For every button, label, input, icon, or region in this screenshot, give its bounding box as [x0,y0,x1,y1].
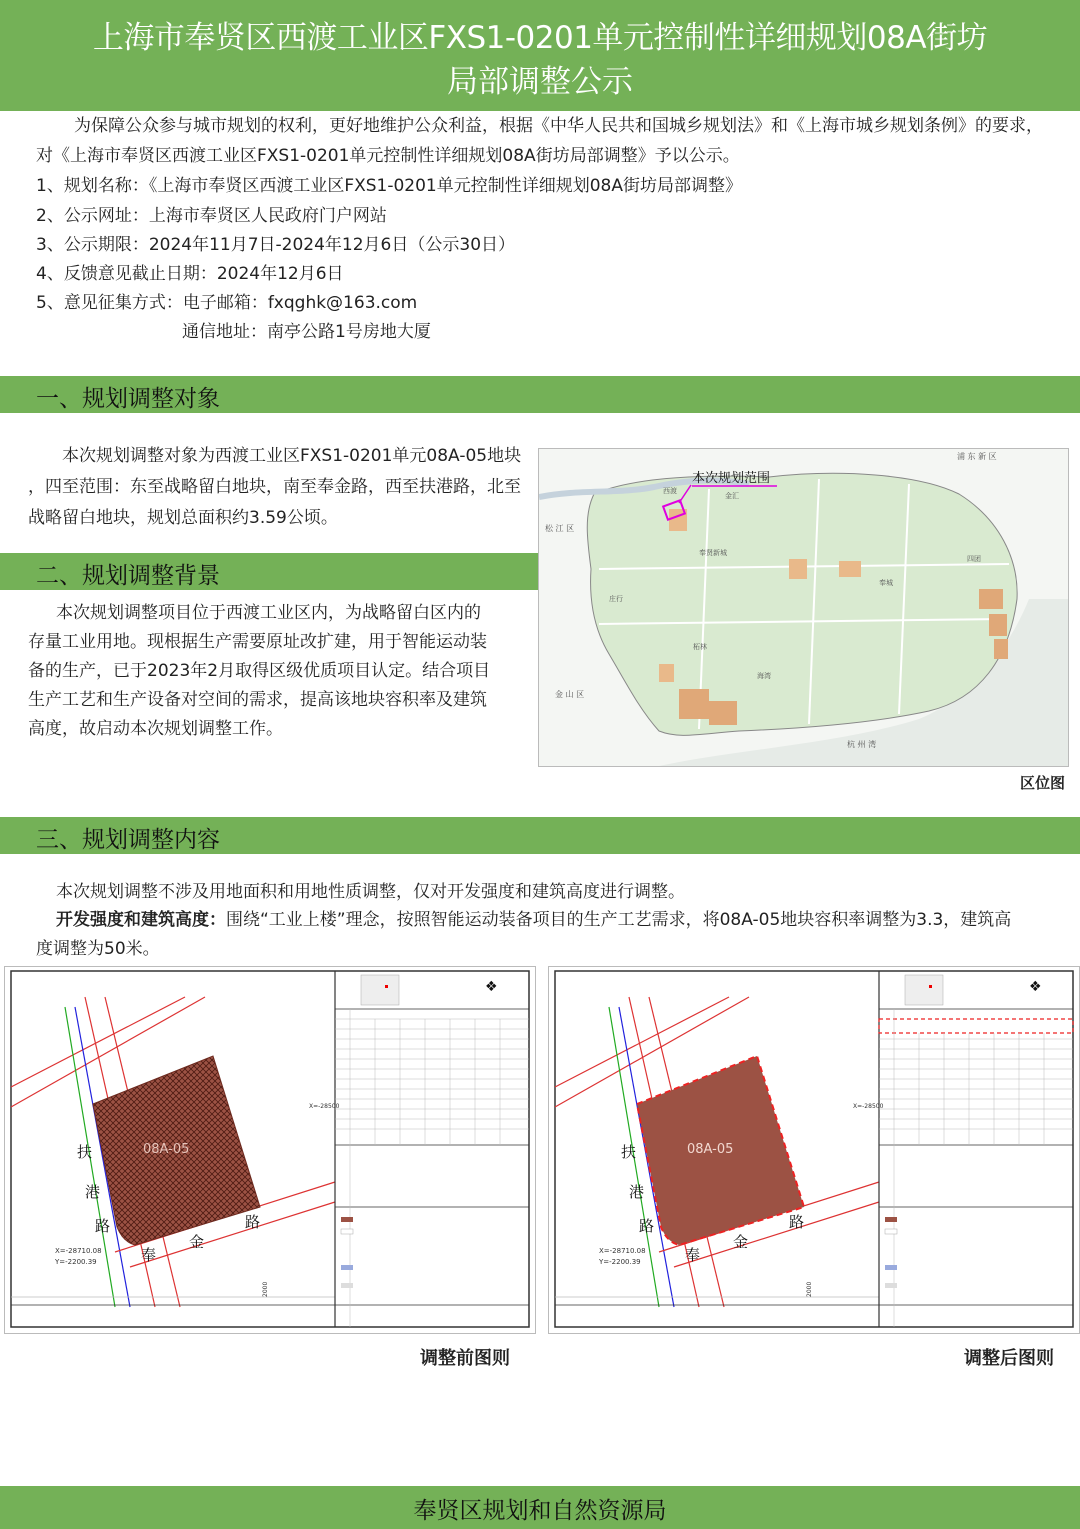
plan-before-north-icon: ❖ [485,979,498,995]
plan-after-coord-x: X=-28710.08 [599,1247,646,1255]
intro-address: 通信地址：南亭公路1号房地大厦 [182,322,431,342]
plan-after-coord-top: X=-28500 [853,1103,884,1110]
plan-before-parcel-label: 08A-05 [143,1142,190,1157]
plan-before-road-fugang-1: 扶 [77,1143,93,1161]
map-label-fengcheng: 奉城 [879,579,893,587]
section2-line1: 本次规划调整项目位于西渡工业区内，为战略留白区内的 [56,603,481,623]
page-title-line1: 上海市奉贤区西渡工业区FXS1-0201单元控制性详细规划08A街坊 [92,20,988,56]
page-header [0,0,1080,111]
section3-heading: 三、规划调整内容 [36,827,220,853]
section2-line2: 存量工业用地。现根据生产需要原址改扩建，用于智能运动装 [28,632,487,652]
plan-before-coord-y: Y=-2200.39 [55,1258,97,1266]
section2-line3: 备的生产，已于2023年2月取得区级优质项目认定。结合项目 [28,661,491,681]
map-label-jinshan: 金 山 区 [555,690,585,699]
intro-item-5: 5、意见征集方式：电子邮箱：fxqghk@163.com [36,293,418,313]
map-label-sijiu: 四团 [967,555,981,563]
plan-before-road-fengjin-2: 金 [189,1233,205,1251]
intro-item-4: 4、反馈意见截止日期：2024年12月6日 [36,264,344,284]
plan-after-road-fugang-2: 港 [629,1183,645,1201]
plan-before-road-fugang-3: 路 [95,1217,111,1235]
section2-band [0,553,538,590]
plan-after-coord-y: Y=-2200.39 [599,1258,641,1266]
map-label-zhelin: 柘林 [693,643,707,651]
map-label-hangzhou-bay: 杭 州 湾 [847,740,877,749]
map-label-zhuanqiao: 庄行 [609,595,623,603]
section2-line5: 高度，故启动本次规划调整工作。 [28,719,283,739]
plan-before-coord-x: X=-28710.08 [55,1247,102,1255]
location-map [538,448,1069,767]
section1-heading: 一、规划调整对象 [36,386,220,412]
plan-before-coord-side: 2000 [262,1281,269,1297]
section3-line2-rest: 围绕“工业上楼”理念，按照智能运动装备项目的生产工艺需求，将08A-05地块容积率调整为3.3，建筑高 [226,910,1012,930]
map-label-jinhui: 金汇 [725,492,739,500]
map-label-fengxian-newcity: 奉贤新城 [699,549,727,557]
map-label-songjiang: 松 江 区 [545,524,575,533]
map-label-pudong: 浦 东 新 区 [957,452,997,461]
section3-line1: 本次规划调整不涉及用地面积和用地性质调整，仅对开发强度和建筑高度进行调整。 [56,882,685,902]
section3-band [0,817,1080,854]
page-title-line2: 局部调整公示 [447,64,633,100]
section1-line3: 战略留白地块，规划总面积约3.59公顷。 [28,508,338,528]
section1-band [0,376,1080,413]
section3-line2 [56,906,1011,935]
map-range-label: 本次规划范围 [692,471,771,486]
footer-authority: 奉贤区规划和自然资源局 [413,1498,667,1524]
plan-after-road-fugang-1: 扶 [621,1143,637,1161]
map-label-xidu: 西渡 [663,487,677,495]
intro-line1: 为保障公众参与城市规划的权利，更好地维护公众利益，根据《中华人民共和国城乡规划法》和《上海市城乡规划条例》的要求， [74,116,1043,136]
intro-line2: 对《上海市奉贤区西渡工业区FXS1-0201单元控制性详细规划08A街坊局部调整》予以公示。 [36,146,740,166]
section2-heading: 二、规划调整背景 [36,563,220,589]
intro-item-1: 1、规划名称：《上海市奉贤区西渡工业区FXS1-0201单元控制性详细规划08A街坊局部调整》 [36,176,743,196]
location-map-caption: 区位图 [1020,774,1066,792]
plan-before-road-fugang-2: 港 [85,1183,101,1201]
section1-line1: 本次规划调整对象为西渡工业区FXS1-0201单元08A-05地块 [62,446,522,466]
plan-after-caption: 调整后图则 [964,1348,1054,1369]
plan-after-coord-side: 2000 [806,1281,813,1297]
plan-before-road-fengjin-1: 奉 [141,1246,157,1264]
plan-before [4,966,536,1334]
plan-after [548,966,1080,1334]
plan-after-north-icon: ❖ [1029,979,1042,995]
plan-before-caption: 调整前图则 [420,1348,510,1369]
section2-line4: 生产工艺和生产设备对空间的需求，提高该地块容积率及建筑 [28,690,487,710]
plan-after-road-fengjin-3: 路 [789,1213,805,1231]
page-footer [0,1486,1080,1529]
plan-before-coord-top: X=-28500 [309,1103,340,1110]
plan-after-parcel-label: 08A-05 [687,1142,734,1157]
plan-after-road-fengjin-2: 金 [733,1233,749,1251]
section3-line2-bold: 开发强度和建筑高度： [56,910,226,930]
plan-after-road-fengjin-1: 奉 [685,1246,701,1264]
section3-line3: 度调整为50米。 [36,939,160,959]
plan-after-road-fugang-3: 路 [639,1217,655,1235]
intro-item-2: 2、公示网址：上海市奉贤区人民政府门户网站 [36,206,387,226]
intro-item-3: 3、公示期限：2024年11月7日-2024年12月6日（公示30日） [36,235,516,255]
plan-before-road-fengjin-3: 路 [245,1213,261,1231]
map-label-haiwan: 海湾 [757,672,771,680]
section1-line2: ，四至范围：东至战略留白地块，南至奉金路，西至扶港路，北至 [28,477,521,497]
